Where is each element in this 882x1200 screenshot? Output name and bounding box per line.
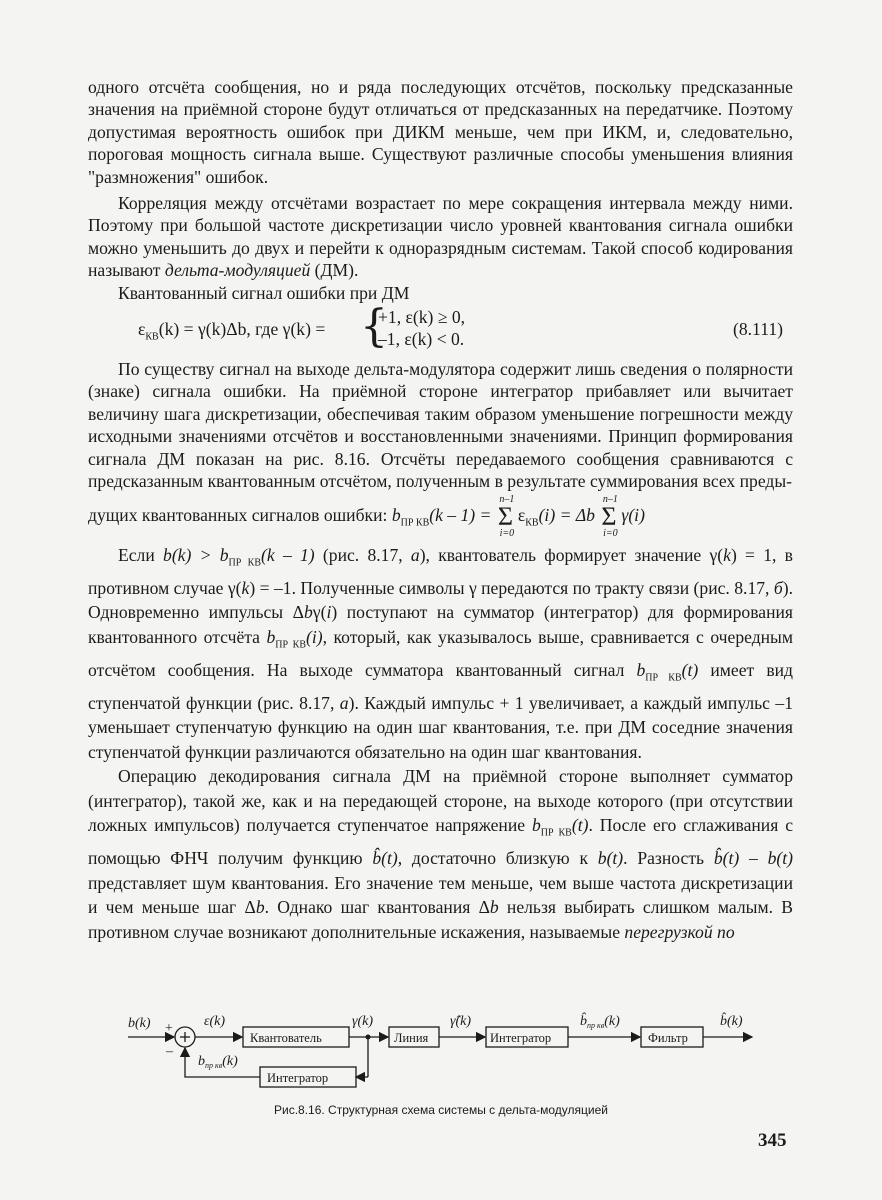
paragraph-5: Если $b(k) > b_{ПР КВ}(k - 1)$ (рис. 8.17, а), квантователь формирует значение γ(k) = 1, в противном случае γ(k) = –1. Полученные символы γ передаются по тракту связи (рис. 8.17, б). Одновременно импульсы Δbγ(i) поступают на сумматор (интегратор) для формирования квантованного отсчёта $b_{ПР КВ}(i)$, который, как указывалось выше, сравнивается с очередным отсчётом сообщения. На выходе сумматора квантованный сигнал $b_{ПР КВ}(t)$ имеет вид ступенчатой функции (рис. 8.17, а). Каждый импульс + 1 увеличивает, а каждый импульс –1 уменьшает ступенчатую функцию на один шаг квантования, т.е. при ДМ соседние значения ступенчатой функции различаются обязательно на один шаг квантования. — [88, 544, 794, 762]
paragraph-1: одного отсчёта сообщения, но и ряда последующих отсчётов, поскольку предсказанные значения на приёмной стороне будут отличаться от предсказанных на передатчике. Поэтому допустимая вероятность ошибок при ДИКМ меньше, чем при ИКМ, и, следовательно, пороговая мощность сигнала выше. Существуют различные способы уменьшения влияния "размножения" ошибок. — [88, 77, 793, 187]
b-hat-pr-label: $b̂_{пр кв}(k)$ — [580, 1014, 620, 1030]
gamma-label: γ(k) — [352, 1014, 374, 1029]
page-number: 345 — [758, 1130, 787, 1151]
filter-label: Фильтр — [648, 1031, 688, 1045]
paragraph-4-tail: дущих квантованных сигналов ошибки: $b_{ПР КВ}(k - 1)$ = n–1 Σ i=0 $\varepsilon_{КВ}(i) = \Delta b$ n–1 Σ i=0 γ(i) — [88, 493, 645, 539]
body-text — [88, 76, 793, 944]
feedback-label: $b_{пр кв}(k)$ — [198, 1054, 238, 1070]
minus-sign: – — [166, 1044, 173, 1059]
sum-symbol: n–1 Σ i=0 — [601, 493, 618, 539]
line-label: Линия — [394, 1031, 429, 1045]
output-label: b̂(k) — [720, 1014, 743, 1029]
error-label: ε(k) — [204, 1014, 226, 1029]
quantizer-label: Квантователь — [250, 1031, 322, 1045]
input-label: b(k) — [128, 1016, 151, 1031]
term-overload: перегрузкой по — [624, 921, 735, 942]
equation-number: (8.111) — [733, 319, 783, 340]
paragraph-2: Корреляция между отсчётами возрастает по мере сокращения интервала между ними. Поэтому при большой частоте дискретизации число уровней квантования сигнала ошибки можно уменьшить до двух и перейти к одноразрядным системам. Такой способ кодирования называют дельта-модуляцией (ДМ). — [88, 193, 793, 281]
block-diagram — [120, 1005, 760, 1095]
equation-cases: +1, ε(k) ≥ 0, –1, ε(k) < 0. — [378, 307, 466, 350]
integrator-label: Интегратор — [490, 1031, 552, 1045]
equation-brace: { — [360, 301, 388, 353]
figure-caption: Рис.8.16. Структурная схема системы с дельта-модуляцией — [273, 1103, 608, 1117]
integrator2-label: Интегратор — [267, 1071, 329, 1085]
plus-sign: + — [165, 1021, 173, 1036]
gamma-hat-label: γ̂(k) — [450, 1014, 472, 1029]
paragraph-3: Квантованный сигнал ошибки при ДМ — [118, 282, 410, 303]
sum-symbol: n–1 Σ i=0 — [497, 493, 515, 539]
equation-lhs: $\varepsilon_{КВ}(k) = \gamma(k)\Delta b$, где γ(k) = — [138, 319, 326, 343]
paragraph-6: Операцию декодирования сигнала ДМ на приёмной стороне выполняет сумматор (интегратор), такой же, как и на передающей стороне, на выходе которого (при отсутствии ложных импульсов) получается ступенчатое напряжение $b_{ПР КВ}(t)$. После его сглаживания с помощью ФНЧ получим функцию b̂(t), достаточно близкую к b(t). Разность b̂(t) – b(t) представляет шум квантования. Его значение тем меньше, чем выше частота дискретизации и чем меньше шаг Δb. Однако шаг квантования Δb нельзя выбирать слишком малым. В противном случае возникают дополнительные искажения, называемые перегрузкой по — [88, 766, 794, 942]
term-delta-modulation: дельта-модуляцией — [164, 260, 311, 281]
equation-8-111 — [88, 301, 793, 353]
paragraph-4: По существу сигнал на выходе дельта-модулятора содержит лишь сведения о полярности (знаке) сигнала ошибки. На приёмной стороне интегратор прибавляет или вычитает величину шага дискретизации, обеспечивая таким образом уменьшение погрешности между исходными значениями отсчётов и восстановленными значениями. Принцип формирования сигнала ДМ показан на рис. 8.16. Отсчёты передаваемого сообщения сравниваются с предсказанным квантованным отсчётом, полученным в результате суммирования всех преды- — [88, 359, 793, 492]
